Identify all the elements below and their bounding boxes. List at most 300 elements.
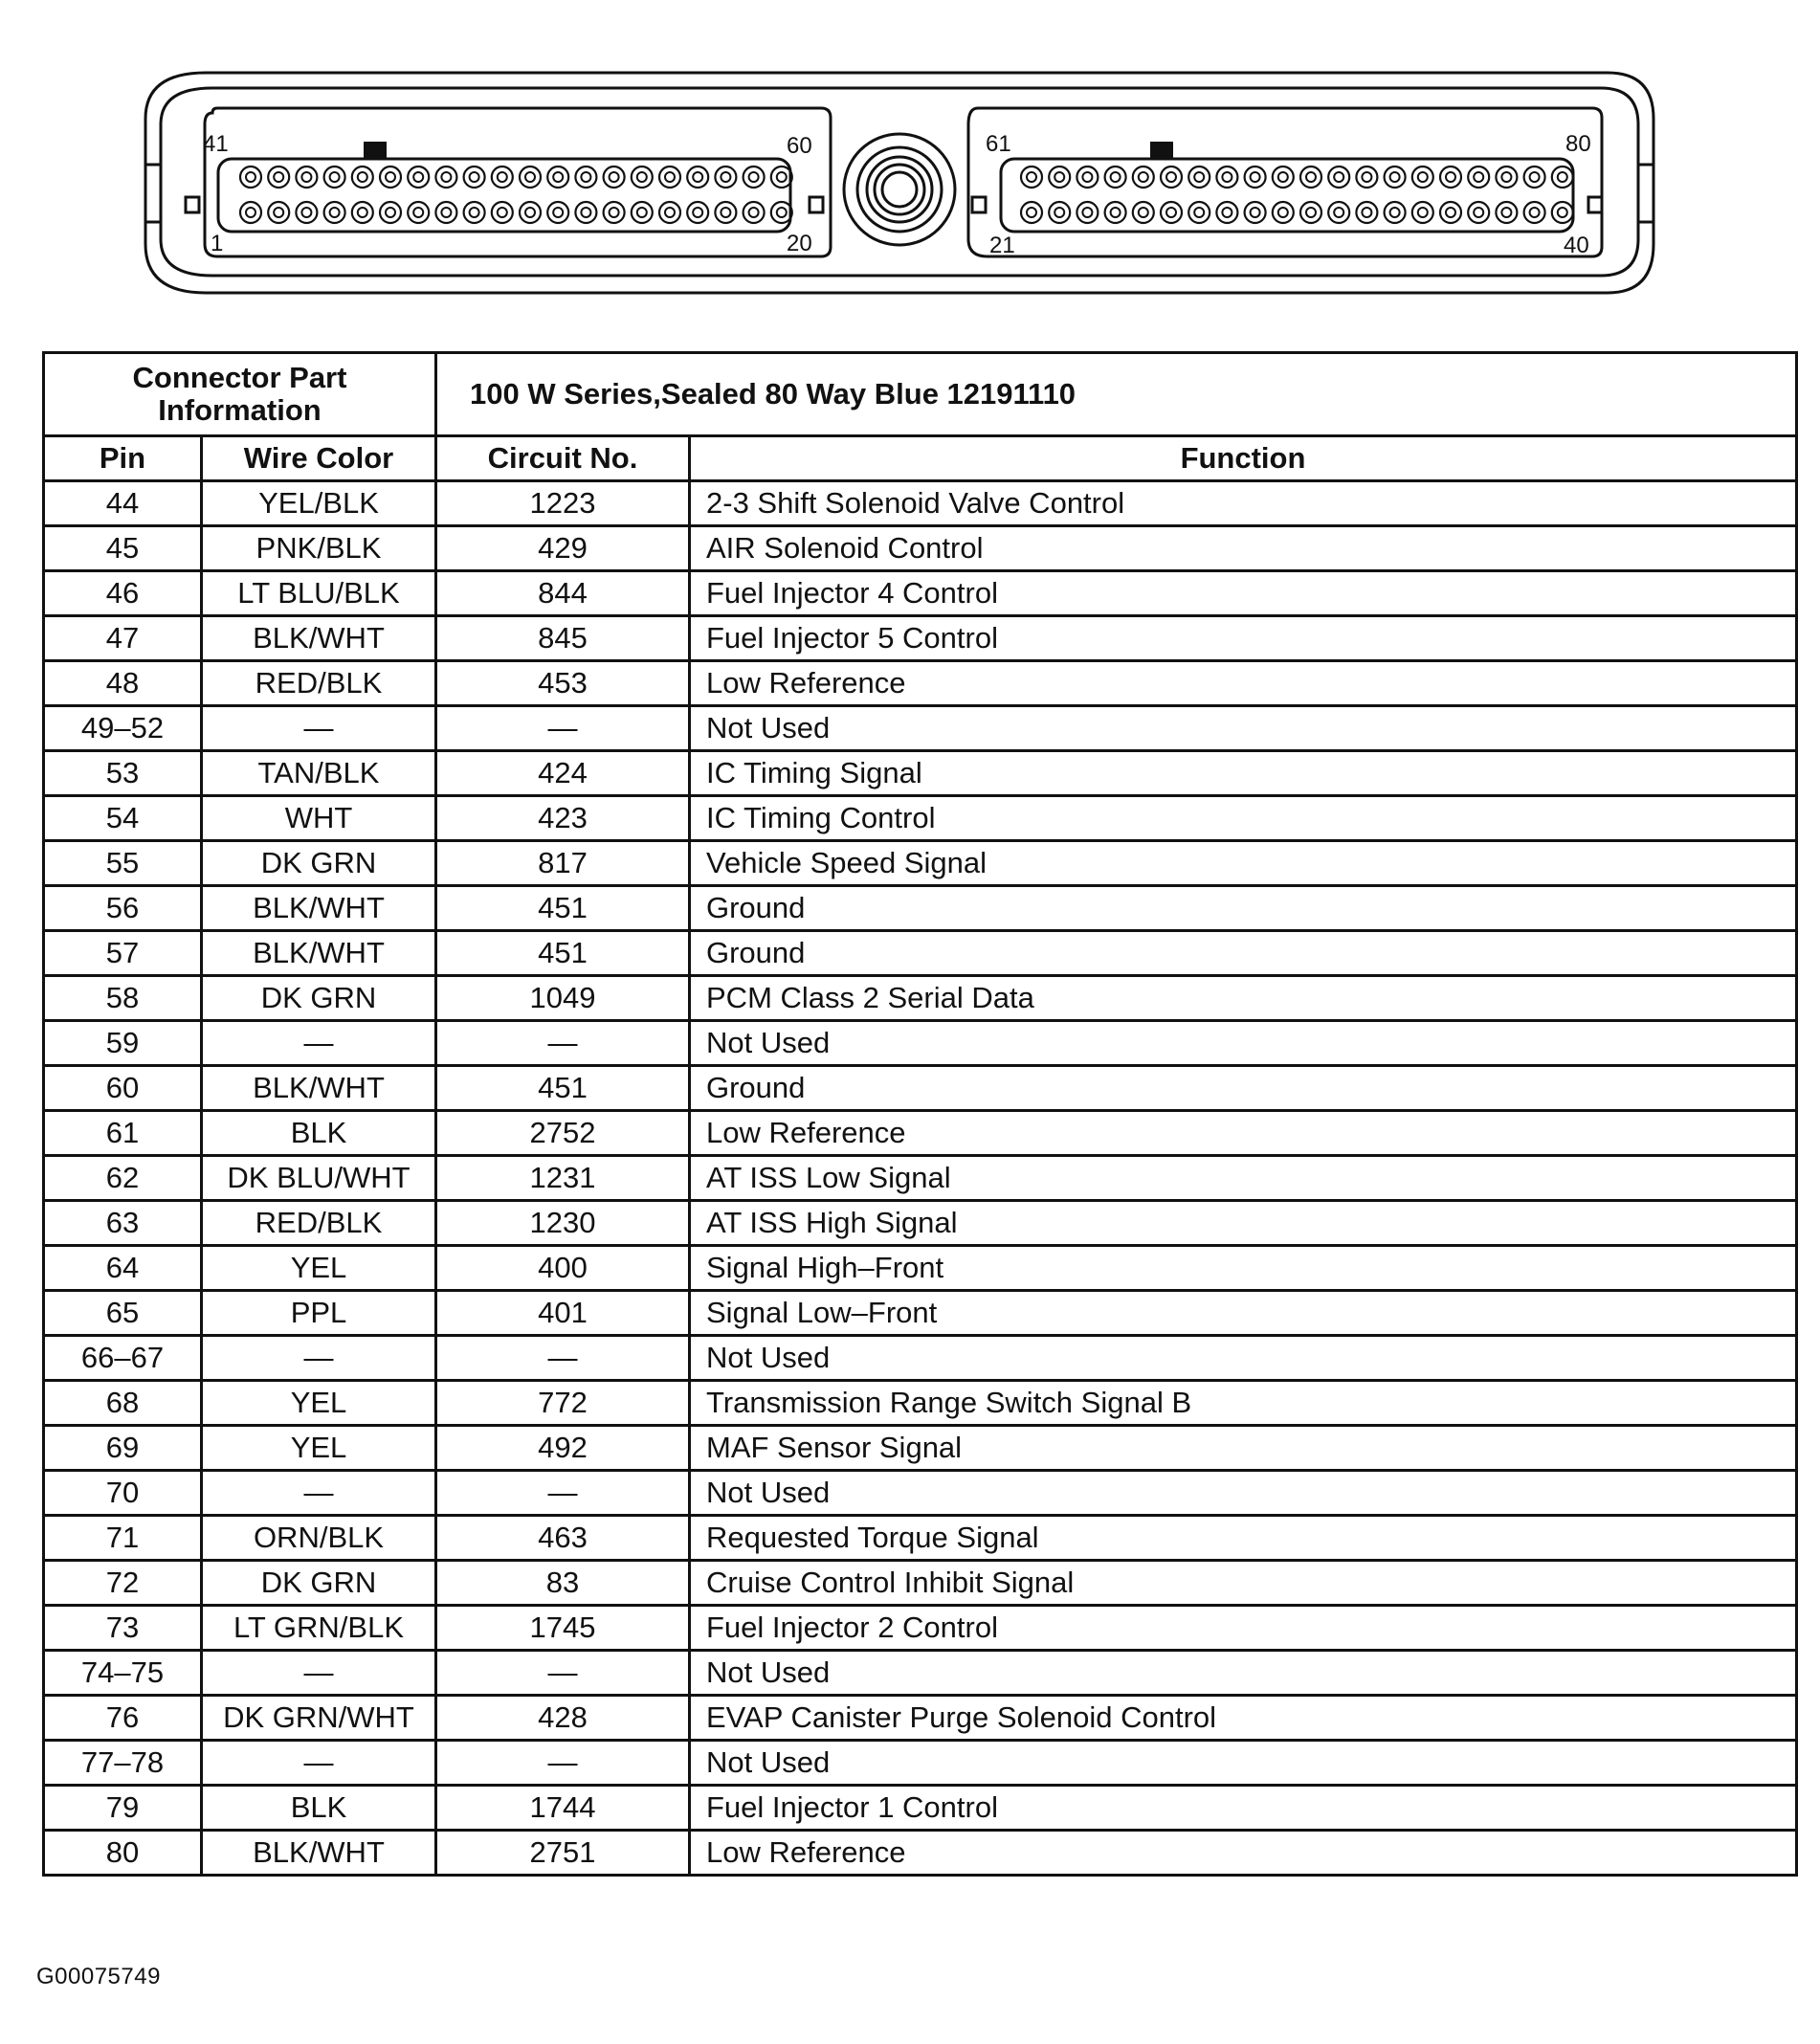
- circuit-cell: 428: [436, 1696, 690, 1741]
- pin-cavity: [687, 167, 708, 188]
- function-cell: EVAP Canister Purge Solenoid Control: [690, 1696, 1797, 1741]
- pin-cavity-terminal: [1446, 172, 1455, 182]
- left-top-first-label: 41: [203, 131, 229, 157]
- function-cell: Low Reference: [690, 661, 1797, 706]
- pin-cavity-terminal: [1558, 172, 1567, 182]
- pin-cavity-terminal: [1474, 208, 1483, 217]
- pin-cavity: [1245, 167, 1266, 188]
- pin-cavity: [1356, 202, 1377, 223]
- pin-cavity: [1049, 202, 1070, 223]
- pin-cavity: [744, 202, 765, 223]
- circuit-cell: —: [436, 1021, 690, 1066]
- pin-cell: 66–67: [44, 1336, 202, 1381]
- pin-cell: 44: [44, 481, 202, 526]
- pin-cavity-terminal: [1082, 208, 1092, 217]
- circuit-cell: 1744: [436, 1786, 690, 1831]
- function-column-header: Function: [690, 436, 1797, 481]
- pin-cavity: [1076, 202, 1098, 223]
- pin-cavity-terminal: [413, 172, 423, 182]
- pin-cavity-terminal: [386, 172, 395, 182]
- pin-cavity: [435, 167, 456, 188]
- pin-cavity: [1328, 202, 1349, 223]
- pin-cavity: [1524, 202, 1545, 223]
- pin-cavity-terminal: [665, 172, 675, 182]
- circuit-cell: 463: [436, 1516, 690, 1561]
- pin-cavity-terminal: [246, 208, 255, 217]
- function-cell: AT ISS Low Signal: [690, 1156, 1797, 1201]
- circuit-cell: 1231: [436, 1156, 690, 1201]
- pin-cavity-terminal: [1530, 208, 1540, 217]
- table-row: [44, 1156, 1797, 1201]
- pin-cavity: [296, 167, 317, 188]
- pin-cavity: [1468, 202, 1489, 223]
- pin-cavity: [547, 202, 568, 223]
- left-latch: [145, 165, 161, 222]
- wire-color-cell: PPL: [202, 1291, 436, 1336]
- pin-cavity-terminal: [1027, 172, 1036, 182]
- pin-cavity-terminal: [693, 208, 702, 217]
- pin-cavity-terminal: [1166, 172, 1176, 182]
- pin-cavity: [1300, 167, 1321, 188]
- pin-cavity-terminal: [1278, 172, 1288, 182]
- pin-cavity-terminal: [553, 172, 563, 182]
- pin-cavity-terminal: [1027, 208, 1036, 217]
- circuit-cell: 453: [436, 661, 690, 706]
- left-block-mark-b: [810, 197, 823, 212]
- right-block-mark-b: [1588, 197, 1602, 212]
- pin-cavity-terminal: [1501, 208, 1511, 217]
- table-row: [44, 1786, 1797, 1831]
- pin-cavity-terminal: [525, 172, 535, 182]
- left-bottom-first-label: 1: [211, 231, 224, 256]
- pin-table: [42, 351, 1798, 1877]
- pin-cell: 70: [44, 1471, 202, 1516]
- pin-cavity-terminal: [413, 208, 423, 217]
- left-block-mark-a: [186, 197, 199, 212]
- pin-cavity-terminal: [1139, 208, 1148, 217]
- pin-cell: 73: [44, 1606, 202, 1651]
- pin-cell: 64: [44, 1246, 202, 1291]
- pin-cell: 58: [44, 976, 202, 1021]
- pin-cavity: [324, 202, 345, 223]
- pin-cavity: [575, 167, 596, 188]
- circuit-cell: —: [436, 1471, 690, 1516]
- pin-cell: 56: [44, 886, 202, 931]
- pin-cavity: [1440, 167, 1461, 188]
- table-row: [44, 481, 1797, 526]
- wire-color-cell: DK GRN: [202, 1561, 436, 1606]
- circuit-cell: 2752: [436, 1111, 690, 1156]
- pin-cavity-terminal: [470, 172, 479, 182]
- pin-cavity-terminal: [1362, 172, 1371, 182]
- wire-color-cell: PNK/BLK: [202, 526, 436, 571]
- pin-cavity-terminal: [693, 172, 702, 182]
- function-cell: Ground: [690, 1066, 1797, 1111]
- table-row: [44, 1291, 1797, 1336]
- pin-cavity: [324, 167, 345, 188]
- function-cell: Signal High–Front: [690, 1246, 1797, 1291]
- table-row: [44, 976, 1797, 1021]
- pin-cell: 57: [44, 931, 202, 976]
- pin-cavity: [435, 202, 456, 223]
- function-cell: Fuel Injector 5 Control: [690, 616, 1797, 661]
- pin-cavity: [1385, 167, 1406, 188]
- pin-cell: 59: [44, 1021, 202, 1066]
- pin-cavity-terminal: [1390, 208, 1400, 217]
- connector-info-value: 100 W Series,Sealed 80 Way Blue 12191110: [436, 353, 1797, 436]
- wire-color-cell: YEL: [202, 1426, 436, 1471]
- pin-cavity: [604, 202, 625, 223]
- table-row: [44, 1021, 1797, 1066]
- pin-cavity-terminal: [553, 208, 563, 217]
- pin-cavity-terminal: [330, 172, 340, 182]
- left-top-last-label: 60: [787, 133, 812, 159]
- pin-cavity: [492, 202, 513, 223]
- pin-cavity: [1385, 202, 1406, 223]
- right-top-last-label: 80: [1565, 131, 1591, 157]
- pin-cavity: [1188, 167, 1210, 188]
- pin-cavity: [632, 202, 653, 223]
- wire-color-cell: WHT: [202, 796, 436, 841]
- pin-cavity-terminal: [1166, 208, 1176, 217]
- table-row: [44, 1201, 1797, 1246]
- function-cell: Fuel Injector 1 Control: [690, 1786, 1797, 1831]
- pin-cavity-terminal: [749, 208, 759, 217]
- pin-cavity: [1440, 202, 1461, 223]
- table-row: [44, 1426, 1797, 1471]
- function-cell: Ground: [690, 931, 1797, 976]
- right-latch: [1638, 165, 1654, 222]
- function-cell: IC Timing Signal: [690, 751, 1797, 796]
- right-block-mark-a: [972, 197, 986, 212]
- pin-cavity: [240, 167, 261, 188]
- wire-color-cell: LT GRN/BLK: [202, 1606, 436, 1651]
- pin-cavity: [1049, 167, 1070, 188]
- table-row: [44, 1696, 1797, 1741]
- circuit-cell: 492: [436, 1426, 690, 1471]
- wire-color-cell: —: [202, 1471, 436, 1516]
- center-bolt-ring-4: [882, 172, 917, 207]
- circuit-cell: 817: [436, 841, 690, 886]
- pin-cavity-terminal: [777, 172, 787, 182]
- wire-color-cell: —: [202, 706, 436, 751]
- pin-cell: 80: [44, 1831, 202, 1876]
- function-cell: Not Used: [690, 1651, 1797, 1696]
- circuit-cell: 451: [436, 886, 690, 931]
- pin-cell: 45: [44, 526, 202, 571]
- circuit-cell: —: [436, 706, 690, 751]
- wire-color-cell: RED/BLK: [202, 1201, 436, 1246]
- pin-cavity-terminal: [1334, 172, 1343, 182]
- pin-cell: 76: [44, 1696, 202, 1741]
- pin-cavity-terminal: [1530, 172, 1540, 182]
- circuit-cell: 1230: [436, 1201, 690, 1246]
- pin-cavity-terminal: [777, 208, 787, 217]
- function-cell: Not Used: [690, 706, 1797, 751]
- pin-cavity: [1496, 202, 1517, 223]
- pin-cavity-terminal: [610, 208, 619, 217]
- function-cell: Not Used: [690, 1471, 1797, 1516]
- pin-cavity-terminal: [498, 172, 507, 182]
- table-row: [44, 571, 1797, 616]
- pin-cell: 60: [44, 1066, 202, 1111]
- pin-column-header: Pin: [44, 436, 202, 481]
- table-row: [44, 1066, 1797, 1111]
- wire-color-cell: BLK: [202, 1786, 436, 1831]
- circuit-cell: 400: [436, 1246, 690, 1291]
- function-cell: Not Used: [690, 1336, 1797, 1381]
- pin-cavity: [1021, 167, 1042, 188]
- wire-color-cell: —: [202, 1336, 436, 1381]
- table-row: [44, 841, 1797, 886]
- pin-cavity-terminal: [1278, 208, 1288, 217]
- function-cell: AT ISS High Signal: [690, 1201, 1797, 1246]
- pin-cell: 48: [44, 661, 202, 706]
- pin-cavity: [575, 202, 596, 223]
- pin-cavity: [632, 167, 653, 188]
- pin-cavity: [687, 202, 708, 223]
- function-cell: Low Reference: [690, 1111, 1797, 1156]
- right-key-mark: [1150, 142, 1173, 159]
- function-cell: Cruise Control Inhibit Signal: [690, 1561, 1797, 1606]
- circuit-cell: 1049: [436, 976, 690, 1021]
- table-row: [44, 1741, 1797, 1786]
- pin-cavity-terminal: [637, 172, 647, 182]
- pin-cavity-terminal: [1334, 208, 1343, 217]
- pin-cavity: [1105, 202, 1126, 223]
- pin-cavity: [1133, 167, 1154, 188]
- pin-cell: 47: [44, 616, 202, 661]
- pin-cavity: [1328, 167, 1349, 188]
- table-row: [44, 526, 1797, 571]
- pin-cavity: [408, 202, 429, 223]
- pin-cavity-terminal: [610, 172, 619, 182]
- pin-cavity: [1188, 202, 1210, 223]
- wire-color-cell: BLK: [202, 1111, 436, 1156]
- pin-cavity-terminal: [301, 208, 311, 217]
- pin-cavity: [268, 202, 289, 223]
- function-cell: Transmission Range Switch Signal B: [690, 1381, 1797, 1426]
- circuit-cell: 451: [436, 1066, 690, 1111]
- pin-cell: 46: [44, 571, 202, 616]
- pin-cavity-terminal: [721, 208, 730, 217]
- circuit-cell: 1745: [436, 1606, 690, 1651]
- pin-cavity: [240, 202, 261, 223]
- pin-cavity: [1105, 167, 1126, 188]
- pin-cell: 65: [44, 1291, 202, 1336]
- pin-cavity: [547, 167, 568, 188]
- function-cell: MAF Sensor Signal: [690, 1426, 1797, 1471]
- pin-cavity-terminal: [1251, 172, 1260, 182]
- pin-cavity: [1356, 167, 1377, 188]
- wire-color-cell: YEL: [202, 1246, 436, 1291]
- function-cell: AIR Solenoid Control: [690, 526, 1797, 571]
- wire-color-cell: DK GRN: [202, 841, 436, 886]
- circuit-cell: 1223: [436, 481, 690, 526]
- pin-cell: 53: [44, 751, 202, 796]
- pin-cavity-terminal: [1139, 172, 1148, 182]
- pin-cavity: [1468, 167, 1489, 188]
- pin-cavity-terminal: [274, 172, 283, 182]
- pin-cavity: [380, 167, 401, 188]
- center-bolt-ring-1: [857, 147, 942, 232]
- pin-cavity-terminal: [1306, 172, 1316, 182]
- table-row: [44, 1561, 1797, 1606]
- pin-cavity: [744, 167, 765, 188]
- pin-cavity-terminal: [441, 172, 451, 182]
- function-cell: Fuel Injector 2 Control: [690, 1606, 1797, 1651]
- table-row: [44, 1651, 1797, 1696]
- connector-info-label: Connector Part Information: [44, 353, 436, 436]
- pin-cavity-terminal: [441, 208, 451, 217]
- pin-cavity-terminal: [1390, 172, 1400, 182]
- function-cell: Vehicle Speed Signal: [690, 841, 1797, 886]
- table-row: [44, 886, 1797, 931]
- wire-color-cell: BLK/WHT: [202, 1066, 436, 1111]
- table-row: [44, 1516, 1797, 1561]
- pin-cavity: [1076, 167, 1098, 188]
- pin-cavity: [1412, 202, 1433, 223]
- pin-cavity-terminal: [1111, 172, 1121, 182]
- pin-cell: 63: [44, 1201, 202, 1246]
- pin-cell: 79: [44, 1786, 202, 1831]
- table-row: [44, 1246, 1797, 1291]
- pin-cavity-terminal: [1558, 208, 1567, 217]
- circuit-cell: —: [436, 1741, 690, 1786]
- wire-color-cell: BLK/WHT: [202, 886, 436, 931]
- pin-cavity: [1245, 202, 1266, 223]
- function-cell: Not Used: [690, 1021, 1797, 1066]
- figure-code: G00075749: [36, 1964, 161, 1989]
- table-header-row: [44, 436, 1797, 481]
- wire-color-cell: YEL/BLK: [202, 481, 436, 526]
- table-row: [44, 1471, 1797, 1516]
- wire-color-cell: DK GRN: [202, 976, 436, 1021]
- table-row: [44, 1336, 1797, 1381]
- wire-color-cell: BLK/WHT: [202, 931, 436, 976]
- pin-cavity: [1216, 167, 1237, 188]
- circuit-cell: 401: [436, 1291, 690, 1336]
- pin-cavity-terminal: [525, 208, 535, 217]
- pin-cavity-terminal: [665, 208, 675, 217]
- circuit-cell: 423: [436, 796, 690, 841]
- pin-cavity-terminal: [1474, 172, 1483, 182]
- pin-cavity: [520, 202, 541, 223]
- right-top-first-label: 61: [986, 131, 1011, 157]
- pin-cavity: [1496, 167, 1517, 188]
- table-row: [44, 616, 1797, 661]
- pin-cavity: [1300, 202, 1321, 223]
- pin-cavity: [1273, 167, 1294, 188]
- pin-cavity-terminal: [581, 208, 590, 217]
- left-key-mark: [364, 142, 387, 159]
- pin-cell: 68: [44, 1381, 202, 1426]
- pin-cavity-terminal: [1446, 208, 1455, 217]
- pin-cell: 55: [44, 841, 202, 886]
- pin-cell: 61: [44, 1111, 202, 1156]
- pin-cavity: [464, 167, 485, 188]
- wire-color-cell: —: [202, 1651, 436, 1696]
- pin-cavity-terminal: [1362, 208, 1371, 217]
- function-cell: Fuel Injector 4 Control: [690, 571, 1797, 616]
- pin-cavity: [1412, 167, 1433, 188]
- table-row: [44, 751, 1797, 796]
- function-cell: Signal Low–Front: [690, 1291, 1797, 1336]
- pin-cavity-terminal: [1194, 208, 1204, 217]
- pin-cavity: [464, 202, 485, 223]
- pin-cavity: [352, 202, 373, 223]
- function-cell: IC Timing Control: [690, 796, 1797, 841]
- function-cell: Not Used: [690, 1741, 1797, 1786]
- pin-cell: 62: [44, 1156, 202, 1201]
- pin-cell: 54: [44, 796, 202, 841]
- pin-cavity-terminal: [1194, 172, 1204, 182]
- table-row: [44, 1381, 1797, 1426]
- table-row: [44, 1606, 1797, 1651]
- pin-cell: 72: [44, 1561, 202, 1606]
- connector-housing-inner: [161, 88, 1638, 276]
- wire-color-column-header: Wire Color: [202, 436, 436, 481]
- table-row: [44, 796, 1797, 841]
- pin-cavity: [1161, 167, 1182, 188]
- circuit-cell: 844: [436, 571, 690, 616]
- pin-cavity-terminal: [721, 172, 730, 182]
- pin-cavity-terminal: [581, 172, 590, 182]
- wire-color-cell: BLK/WHT: [202, 616, 436, 661]
- connector-diagram: [0, 0, 1820, 316]
- pin-cavity: [268, 167, 289, 188]
- pin-cavity: [1524, 167, 1545, 188]
- pin-cavity-terminal: [470, 208, 479, 217]
- wire-color-cell: —: [202, 1021, 436, 1066]
- right-bottom-first-label: 21: [989, 233, 1015, 258]
- center-bolt-ring-2: [867, 157, 932, 222]
- pin-cavity-terminal: [1054, 172, 1064, 182]
- pin-cavity-terminal: [1054, 208, 1064, 217]
- table-row: [44, 706, 1797, 751]
- pin-cavity-terminal: [1111, 208, 1121, 217]
- left-bottom-last-label: 20: [787, 231, 812, 256]
- pin-cavity: [1216, 202, 1237, 223]
- pin-cell: 74–75: [44, 1651, 202, 1696]
- connector-info-row: [44, 353, 1797, 436]
- pin-cavity: [1552, 167, 1573, 188]
- pin-cavity-terminal: [1501, 172, 1511, 182]
- wire-color-cell: RED/BLK: [202, 661, 436, 706]
- pin-cell: 69: [44, 1426, 202, 1471]
- pin-cavity-terminal: [498, 208, 507, 217]
- pin-cavity-terminal: [358, 172, 367, 182]
- pin-cavity: [492, 167, 513, 188]
- pin-cavity-terminal: [1306, 208, 1316, 217]
- pin-cavity-terminal: [1418, 172, 1428, 182]
- pin-cavity: [604, 167, 625, 188]
- pin-cell: 77–78: [44, 1741, 202, 1786]
- pin-cavity-terminal: [358, 208, 367, 217]
- pin-cavity: [352, 167, 373, 188]
- pin-cavity: [715, 167, 736, 188]
- wire-color-cell: ORN/BLK: [202, 1516, 436, 1561]
- circuit-cell: 772: [436, 1381, 690, 1426]
- table-row: [44, 1831, 1797, 1876]
- circuit-column-header: Circuit No.: [436, 436, 690, 481]
- pin-cavity-terminal: [637, 208, 647, 217]
- pin-cavity-terminal: [301, 172, 311, 182]
- circuit-cell: 424: [436, 751, 690, 796]
- pin-cavity-terminal: [1418, 208, 1428, 217]
- table-row: [44, 1111, 1797, 1156]
- pin-cavity: [380, 202, 401, 223]
